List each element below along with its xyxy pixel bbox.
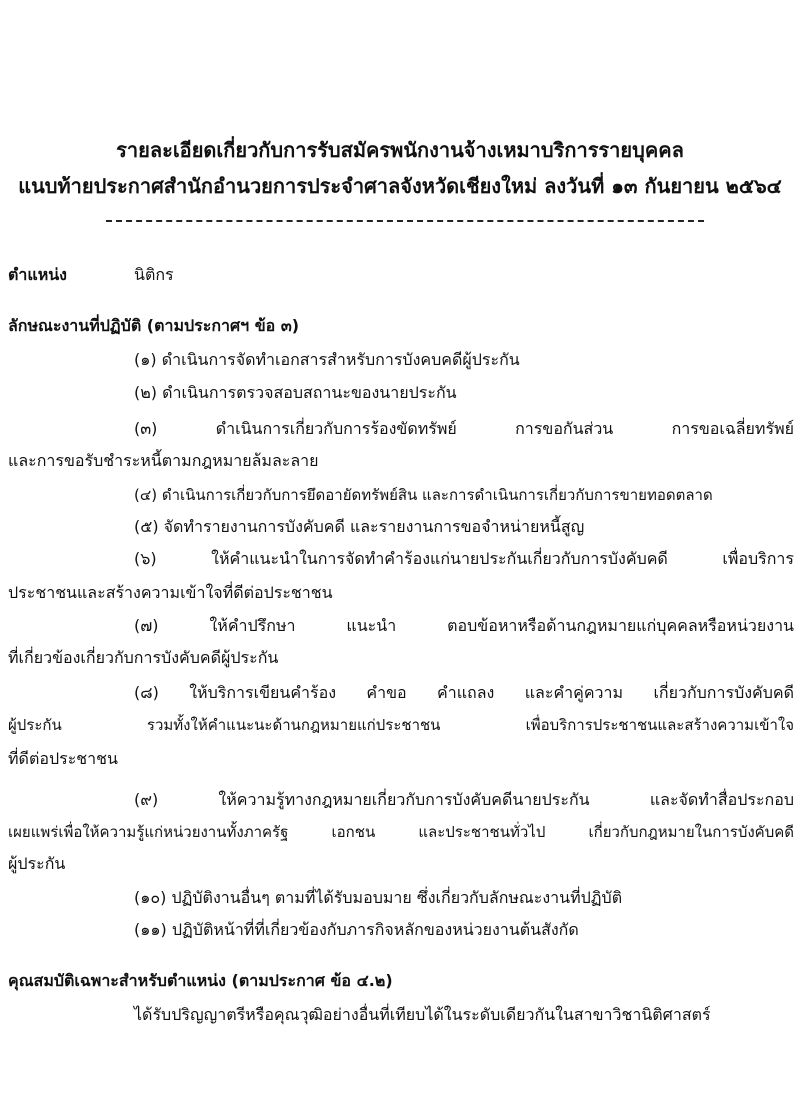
- duty-item-9-line2: เผยแพร่เพื่อให้ความรู้แก่หน่วยงานทั้งภาครัฐ เอกชน และประชาชนทั่วไป เกี่ยวกับกฎหมายในการบังคับคดี: [8, 823, 794, 841]
- qualifications-heading: คุณสมบัติเฉพาะสำหรับตำแหน่ง (ตามประกาศ ข้อ ๔.๒): [8, 971, 393, 990]
- duty-item-3-line1: (๓) ดำเนินการเกี่ยวกับการร้องขัดทรัพย์ การขอกันส่วน การขอเฉลี่ยทรัพย์: [134, 419, 794, 438]
- dashed-divider: [106, 220, 704, 222]
- duty-item-6-line2: ประชาชนและสร้างความเข้าใจที่ดีต่อประชาชน: [8, 583, 333, 602]
- duty-item-8-line3: ที่ดีต่อประชาชน: [8, 749, 118, 768]
- document-title-line2: แนบท้ายประกาศสำนักอำนวยการประจำศาลจังหวัดเชียงใหม่ ลงวันที่ ๑๓ กันยายน ๒๕๖๔: [18, 174, 782, 198]
- duty-item-11: (๑๑) ปฏิบัติหน้าที่ที่เกี่ยวข้องกับภารกิจหลักของหน่วยงานต้นสังกัด: [134, 920, 579, 939]
- duty-item-5: (๕) จัดทำรายงานการบังคับคดี และรายงานการขอจำหน่ายหนี้สูญ: [134, 517, 585, 536]
- qualifications-text: ได้รับปริญญาตรีหรือคุณวุฒิอย่างอื่นที่เทียบได้ในระดับเดียวกันในสาขาวิชานิติศาสตร์: [134, 1005, 711, 1024]
- duty-item-8-line1: (๘) ให้บริการเขียนคำร้อง คำขอ คำแถลง และคำคู่ความ เกี่ยวกับการบังคับคดี: [134, 683, 794, 702]
- duty-item-3-line2: และการขอรับชำระหนี้ตามกฎหมายล้มละลาย: [8, 451, 319, 470]
- duty-item-8-line2: ผู้ประกัน รวมทั้งให้คำแนะนะด้านกฎหมายแก่ประชาชน เพื่อบริการประชาชนและสร้างความเข้าใจ: [8, 716, 794, 734]
- position-label: ตำแหน่ง: [8, 265, 67, 284]
- duty-item-7-line2: ที่เกี่ยวข้องเกี่ยวกับการบังคับคดีผู้ประกัน: [8, 648, 279, 667]
- duty-item-9-line3: ผู้ประกัน: [8, 854, 66, 873]
- document-title-line1: รายละเอียดเกี่ยวกับการรับสมัครพนักงานจ้างเหมาบริการรายบุคคล: [116, 138, 684, 162]
- duty-item-6-line1: (๖) ให้คำแนะนำในการจัดทำคำร้องแก่นายประกันเกี่ยวกับการบังคับคดี เพื่อบริการ: [134, 549, 794, 568]
- duties-heading: ลักษณะงานที่ปฏิบัติ (ตามประกาศฯ ข้อ ๓): [8, 316, 300, 335]
- duty-item-2: (๒) ดำเนินการตรวจสอบสถานะของนายประกัน: [134, 383, 457, 402]
- duty-item-1: (๑) ดำเนินการจัดทำเอกสารสำหรับการบังคบคดีผู้ประกัน: [134, 350, 520, 369]
- duty-item-10: (๑๐) ปฏิบัติงานอื่นๆ ตามที่ได้รับมอบมาย ซึ่งเกี่ยวกับลักษณะงานที่ปฏิบัติ: [134, 888, 623, 907]
- duty-item-7-line1: (๗) ให้คำปรึกษา แนะนำ ตอบข้อหาหรือด้านกฎหมายแก่บุคคลหรือหน่วยงาน: [134, 616, 794, 635]
- duty-item-4: (๔) ดำเนินการเกี่ยวกับการยึดอายัดทรัพย์สิน และการดำเนินการเกี่ยวกับการขายทอดตลาด: [134, 486, 713, 504]
- position-value: นิติกร: [134, 265, 174, 284]
- duty-item-9-line1: (๙) ให้ความรู้ทางกฎหมายเกี่ยวกับการบังคับคดีนายประกัน และจัดทำสื่อประกอบ: [134, 790, 794, 809]
